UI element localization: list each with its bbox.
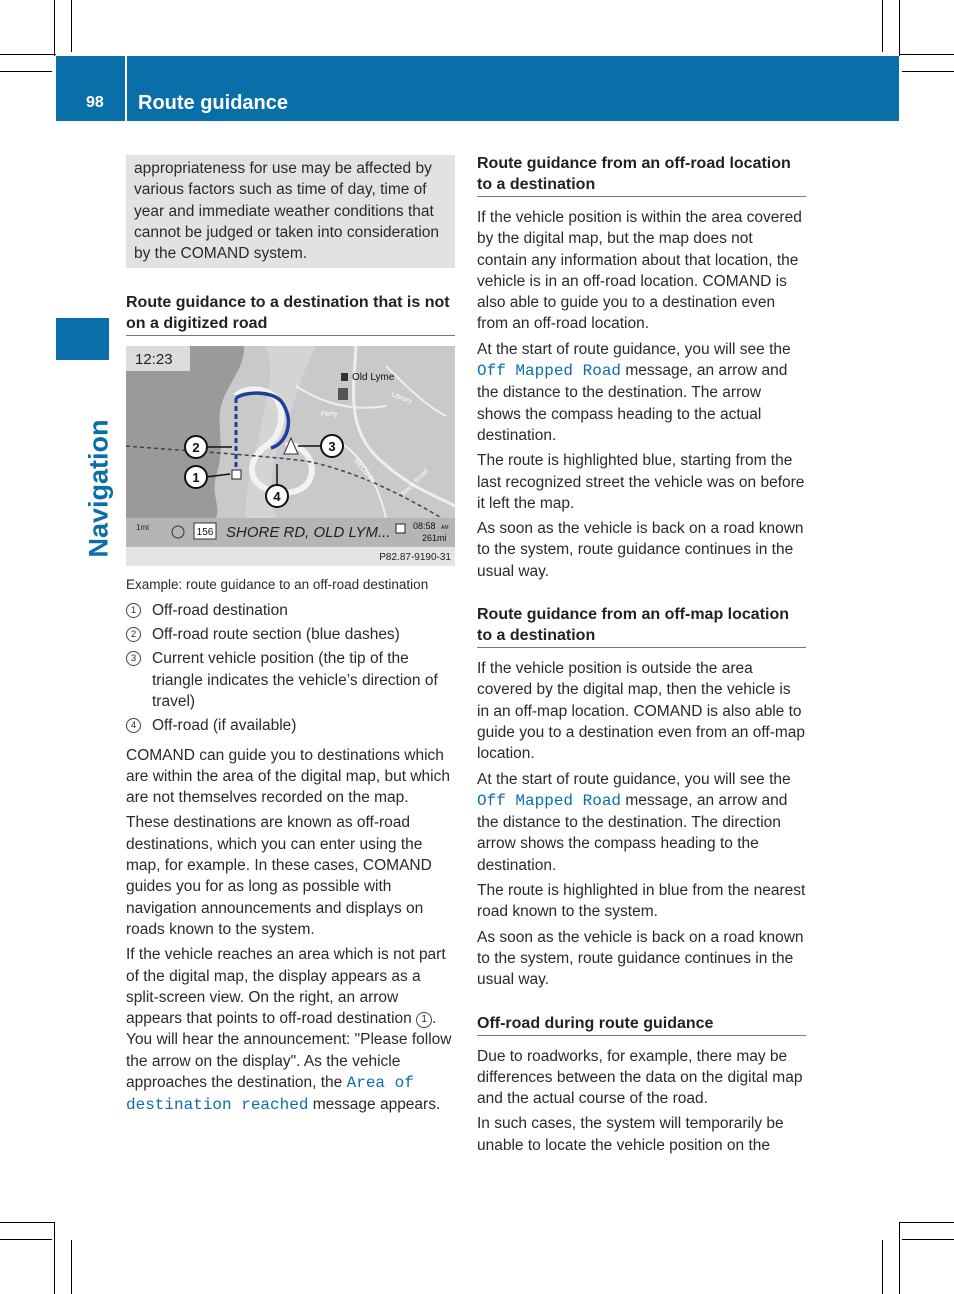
paragraph: In such cases, the system will temporarily be unable to locate the vehicle position on the [477,1115,784,1154]
crop-mark [0,54,56,55]
crop-mark [54,0,55,56]
road-label-library: Library [390,391,413,406]
road-label-neck-road: Neck Road [400,468,430,498]
crop-mark [899,1222,954,1223]
paragraph-text: . You will hear the announcement: "Please follow the arrow on the display". As the vehicle approaches the destination, the [126,1010,452,1092]
legend-number: 3 [126,651,141,666]
map-time: 12:23 [135,351,173,369]
crop-mark [0,71,52,72]
right-column [477,153,806,1160]
paragraph: The route is highlighted in blue from the nearest road known to the system. [477,882,806,921]
map-distance: 261mi [422,533,447,544]
section-title: Route guidance [138,92,289,114]
heading-offroad-during-guidance: Off-road during route guidance [477,1013,806,1036]
paragraph-text: message, an arrow and the distance to the destination. The direction arrow shows the compass heading to the destination. [477,791,788,874]
map-eta-time: 08:58 [413,521,436,532]
list-item [126,624,455,645]
side-tab-label [68,419,130,562]
paragraph-text: message appears. [312,1096,441,1114]
legend-text: Current vehicle position (the tip of the triangle indicates the vehicle’s direction of travel) [152,650,438,710]
paragraph: Due to roadworks, for example, there may be differences between the data on the digital map and the actual course of the road. [477,1047,803,1108]
display-message: Off Mapped Road [477,791,622,810]
page-number: 98 [86,94,104,111]
legend-text: Off-road destination [152,601,288,619]
crop-mark [71,0,72,52]
inline-callout-number: 1 [416,1012,432,1028]
list-item [126,600,455,621]
paragraph: If the vehicle position is within the area covered by the digital map, but the map does not contain any information about that location, the vehicle is in an off-road location. COMAND is also able to guide you to a destination even from an off-road location. [477,209,802,333]
paragraph-text: If the vehicle reaches an area which is not part of the digital map, the display appears as a split-screen view. On the right, an arrow appears that points to off-road destination [126,946,446,1028]
paragraph [126,944,455,1116]
heading-offroad-destination: Route guidance to a destination that is not on a digitized road [126,292,455,336]
page-header [56,56,899,121]
legend-number: 2 [126,627,141,642]
legend-number: 4 [126,718,141,733]
paragraph: These destinations are known as off-road destinations, which you can enter using the map, for example. In these cases, COMAND guides you for as long as possible with navigation announcements and displays on roads known to the system. [126,814,432,938]
crop-mark [899,0,900,56]
list-item [126,648,455,712]
figure-id: P82.87-9190-31 [379,552,451,564]
display-message: Area of destination reached [126,1074,414,1115]
side-tab-marker [56,318,109,360]
crop-mark [899,54,954,55]
map-eta-ampm: AM [441,525,449,532]
svg-text:4: 4 [273,489,281,505]
legend-number: 1 [126,603,141,618]
destination-flag-icon [232,470,241,479]
header-divider [125,56,127,121]
crop-mark [0,1222,54,1223]
map-figure [126,346,455,566]
figure-caption: Example: route guidance to an off-road destination [126,577,429,593]
paragraph [477,339,806,446]
display-message: Off Mapped Road [477,362,622,381]
paragraph: The route is highlighted blue, starting from the last recognized street the vehicle was on before it left the map. [477,452,805,512]
paragraph: If the vehicle position is outside the area covered by the digital map, then the vehicle is in an off-map location. COMAND is also able to guide you to a destination even from an off-map location. [477,660,806,763]
crop-mark [882,0,883,52]
crop-mark [902,1239,954,1240]
crop-mark [54,1222,55,1294]
paragraph: As soon as the vehicle is back on a road known to the system, route guidance continues in the usual way. [477,928,804,989]
paragraph-text: message, an arrow and the distance to the destination. The arrow shows the compass heading to the actual destination. [477,362,788,444]
road-label-mccurdy: McCurdy [352,458,376,485]
crop-mark [0,1239,52,1240]
legend-text: Off-road route section (blue dashes) [152,626,400,644]
heading-offroad-location: Route guidance from an off-road location to a destination [477,153,806,197]
note-box [126,155,455,268]
map-street-name: SHORE RD, OLD LYM... [226,524,391,542]
map-town-label: Old Lyme [352,372,395,384]
legend-list [126,600,455,737]
side-tab-text: Navigation [83,419,114,558]
road-label-ferry: Ferry [321,411,338,419]
crop-mark [71,1240,72,1294]
note-text: appropriateness for use may be affected by various factors such as time of day, time of year and immediate weather conditions that cannot be judged or taken into consideration by the COMAND system. [134,160,440,263]
svg-text:1: 1 [192,470,200,486]
map-scale: 1mi [136,523,149,533]
paragraph [477,769,806,876]
crop-mark [899,1222,900,1294]
svg-text:2: 2 [192,440,200,456]
paragraph: As soon as the vehicle is back on a road known to the system, route guidance continues in the usual way. [477,520,804,580]
crop-mark [882,1240,883,1294]
legend-text: Off-road (if available) [152,717,297,735]
list-item [126,715,455,736]
paragraph-text: At the start of route guidance, you will see the [477,340,791,358]
crop-mark [902,71,954,72]
left-column [126,155,455,1121]
svg-text:3: 3 [328,439,336,455]
map-illustration [126,346,455,566]
heading-offmap-location: Route guidance from an off-map location to a destination [477,604,806,648]
route-shield: 156 [196,527,214,539]
paragraph: COMAND can guide you to destinations which are within the area of the digital map, but which are not themselves recorded on the map. [126,746,450,807]
paragraph-text: At the start of route guidance, you will see the [477,770,791,788]
